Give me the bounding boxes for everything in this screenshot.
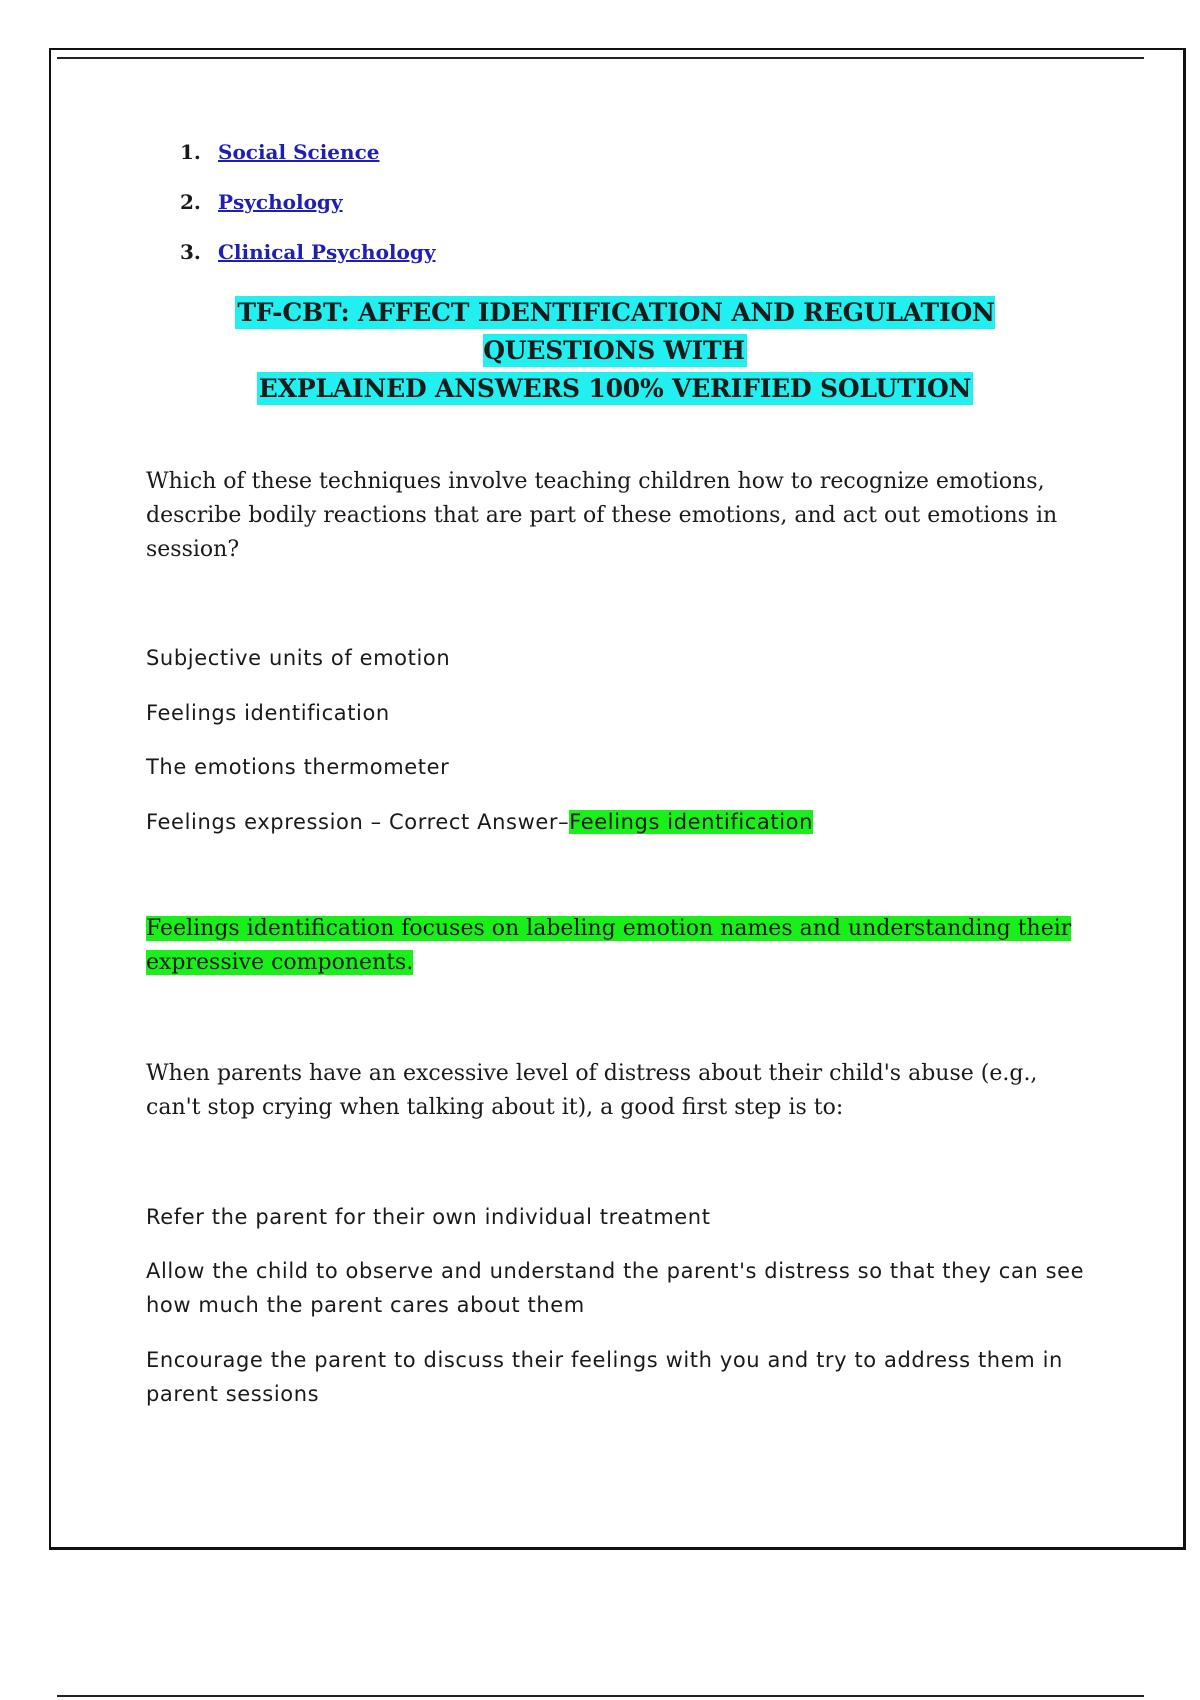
- breadcrumb-number: 2.: [180, 190, 201, 214]
- breadcrumb-item: [180, 240, 435, 290]
- breadcrumb-link-psychology[interactable]: Psychology: [218, 190, 343, 214]
- breadcrumb-number: 3.: [180, 240, 201, 264]
- document-title: [150, 294, 1080, 408]
- breadcrumb: [180, 140, 435, 290]
- question-1-explanation: [146, 912, 1086, 980]
- title-line-2: EXPLAINED ANSWERS 100% VERIFIED SOLUTION: [258, 374, 972, 403]
- breadcrumb-item: [180, 190, 435, 240]
- top-divider: [57, 57, 1144, 59]
- breadcrumb-item: [180, 140, 435, 190]
- breadcrumb-link-clinical-psychology[interactable]: Clinical Psychology: [218, 240, 436, 264]
- question-1-text: Which of these techniques involve teaching children how to recognize emotions, describe bodily reactions that are part of these emotions, and act out emotions in session?: [146, 469, 1058, 562]
- breadcrumb-link-social-science[interactable]: Social Science: [218, 140, 380, 164]
- question-2-option-b: Allow the child to observe and understand the parent's distress so that they can see how much the parent cares about them: [146, 1259, 1085, 1317]
- explanation-text: Feelings identification focuses on labeling emotion names and understanding their expressive components.: [146, 916, 1072, 975]
- title-line-1: TF-CBT: AFFECT IDENTIFICATION AND REGULATION QUESTIONS WITH: [237, 298, 995, 365]
- correct-answer-prefix: – Correct Answer–: [363, 810, 570, 834]
- question-1-option-b: Feelings identification: [146, 701, 390, 725]
- question-1-option-a: Subjective units of emotion: [146, 646, 451, 670]
- question-2-option-c: Encourage the parent to discuss their feelings with you and try to address them in parent sessions: [146, 1348, 1063, 1406]
- question-2-option-a: Refer the parent for their own individual treatment: [146, 1205, 711, 1229]
- question-1-option-d-with-answer: [146, 805, 1086, 839]
- question-1-option-c: The emotions thermometer: [146, 755, 450, 779]
- bottom-divider: [57, 1695, 1144, 1697]
- correct-answer: Feelings identification: [569, 810, 814, 834]
- question-2-text: When parents have an excessive level of distress about their child's abuse (e.g., can't stop crying when talking about it), a good first step is to:: [146, 1061, 1038, 1120]
- option-d-label: Feelings expression: [146, 810, 364, 834]
- breadcrumb-number: 1.: [180, 140, 201, 164]
